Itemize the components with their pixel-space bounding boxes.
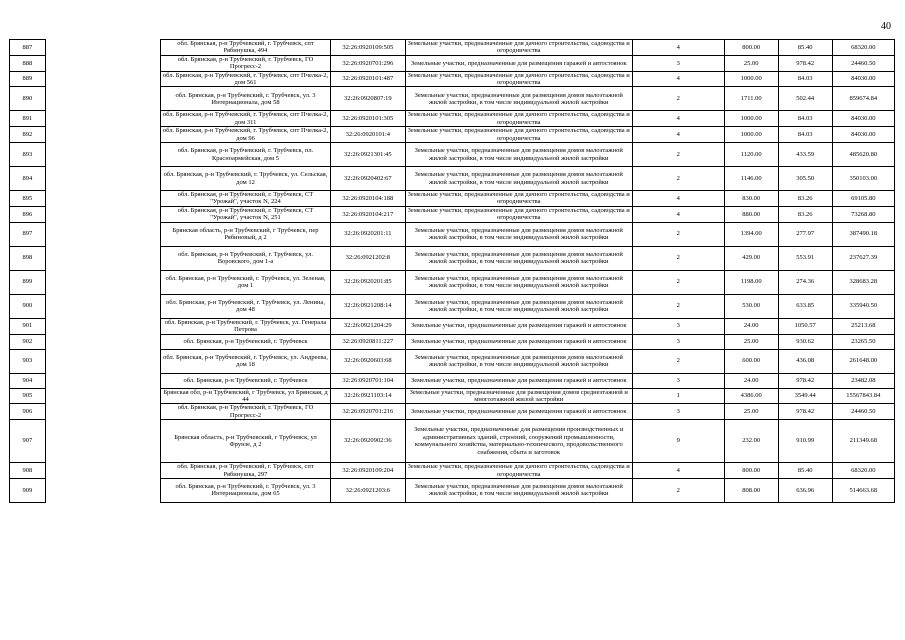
row-number: 900 xyxy=(10,294,46,318)
address-cell: обл. Брянская, р-н Трубчевский, г. Трубчевск, ул. 3 Интернационала, дом 65 xyxy=(160,478,330,502)
row-number: 897 xyxy=(10,222,46,246)
specific-value-cell: 277.97 xyxy=(778,222,832,246)
specific-value-cell: 85.40 xyxy=(778,40,832,56)
blank-column xyxy=(45,191,160,207)
table-row xyxy=(10,478,895,502)
specific-value-cell: 1050.57 xyxy=(778,318,832,334)
cadastral-number-cell: 32:26:0920701:296 xyxy=(331,55,405,71)
address-cell: обл. Брянская, р-н Трубчевский, г. Трубчевск, спт Пчелка-2, дом 96 xyxy=(160,127,330,143)
specific-value-cell: 978.42 xyxy=(778,404,832,420)
area-cell: 1198.00 xyxy=(724,270,778,294)
row-number: 888 xyxy=(10,55,46,71)
cadastral-number-cell: 32:26:0920104:217 xyxy=(331,206,405,222)
address-cell: обл. Брянская, р-н Трубчевский, г. Трубчевск xyxy=(160,334,330,349)
cadastral-cost-cell: 485620.80 xyxy=(832,143,894,167)
blank-column xyxy=(45,246,160,270)
table-row xyxy=(10,246,895,270)
area-cell: 1394.00 xyxy=(724,222,778,246)
area-cell: 830.00 xyxy=(724,191,778,207)
land-use-cell: Земельные участки, предназначенные для размещения домов малоэтажной жилой застройки, в том числе индивидуальной жилой застройки xyxy=(405,294,632,318)
row-number: 906 xyxy=(10,404,46,420)
address-cell: обл. Брянская, р-н Трубчевский, г. Трубчевск, ул. Генерала Петрова xyxy=(160,318,330,334)
use-group-cell: 3 xyxy=(632,404,724,420)
blank-column xyxy=(45,420,160,463)
cadastral-number-cell: 32:26:0920104:188 xyxy=(331,191,405,207)
cadastral-cost-cell: 261648.00 xyxy=(832,349,894,373)
use-group-cell: 2 xyxy=(632,246,724,270)
table-row xyxy=(10,222,895,246)
address-cell: обл. Брянская, р-н Трубчевский, г. Трубчевск, ул. Сельская, дом 12 xyxy=(160,167,330,191)
cadastral-cost-cell: 68320.00 xyxy=(832,463,894,479)
area-cell: 880.00 xyxy=(724,206,778,222)
row-number: 889 xyxy=(10,71,46,87)
table-row xyxy=(10,334,895,349)
row-number: 896 xyxy=(10,206,46,222)
address-cell: обл. Брянская, р-н Трубчевский, г. Трубчевск, спт Пчелка-2, дом 561 xyxy=(160,71,330,87)
blank-column xyxy=(45,463,160,479)
specific-value-cell: 3549.44 xyxy=(778,388,832,404)
cadastral-number-cell: 32:26:0921202:8 xyxy=(331,246,405,270)
table-row xyxy=(10,373,895,388)
use-group-cell: 2 xyxy=(632,87,724,111)
land-use-cell: Земельные участки, предназначенные для размещения домов малоэтажной жилой застройки, в том числе индивидуальной жилой застройки xyxy=(405,143,632,167)
cadastral-number-cell: 32:26:0920902:36 xyxy=(331,420,405,463)
row-number: 891 xyxy=(10,111,46,127)
use-group-cell: 2 xyxy=(632,294,724,318)
use-group-cell: 2 xyxy=(632,478,724,502)
use-group-cell: 2 xyxy=(632,270,724,294)
area-cell: 1146.00 xyxy=(724,167,778,191)
table-row xyxy=(10,71,895,87)
cadastral-number-cell: 32:26:0920701:104 xyxy=(331,373,405,388)
area-cell: 800.00 xyxy=(724,40,778,56)
address-cell: обл. Брянская, р-н Трубчевский, г. Трубчевск, ул. Ленина, дом 48 xyxy=(160,294,330,318)
blank-column xyxy=(45,388,160,404)
table-row xyxy=(10,143,895,167)
land-plot-register-table xyxy=(9,39,895,503)
land-use-cell: Земельные участки, предназначенные для размещения гаражей и автостоянок xyxy=(405,318,632,334)
specific-value-cell: 83.26 xyxy=(778,191,832,207)
address-cell: обл. Брянская, р-н Трубчевский, г. Трубчевск, пл. Красноармейская, дом 5 xyxy=(160,143,330,167)
cadastral-number-cell: 32:26:0921203:6 xyxy=(331,478,405,502)
cadastral-number-cell: 32:26:0921103:14 xyxy=(331,388,405,404)
row-number: 907 xyxy=(10,420,46,463)
blank-column xyxy=(45,373,160,388)
address-cell: обл. Брянская, р-н Трубчевский, г. Трубчевск xyxy=(160,373,330,388)
land-use-cell: Земельные участки, предназначенные для дачного строительства, садоводства и огородничества xyxy=(405,111,632,127)
cadastral-cost-cell: 84030.00 xyxy=(832,111,894,127)
cadastral-cost-cell: 23265.50 xyxy=(832,334,894,349)
area-cell: 24.00 xyxy=(724,318,778,334)
area-cell: 1000.00 xyxy=(724,127,778,143)
specific-value-cell: 978.42 xyxy=(778,55,832,71)
specific-value-cell: 930.62 xyxy=(778,334,832,349)
cadastral-cost-cell: 24460.50 xyxy=(832,55,894,71)
cadastral-number-cell: 32:26:0920402:67 xyxy=(331,167,405,191)
blank-column xyxy=(45,127,160,143)
table-body xyxy=(10,40,895,503)
specific-value-cell: 84.03 xyxy=(778,111,832,127)
cadastral-number-cell: 32:26:0920603:68 xyxy=(331,349,405,373)
address-cell: обл. Брянская, р-н Трубчевский, г. Трубчевск, ГО Прогресс-2 xyxy=(160,55,330,71)
use-group-cell: 4 xyxy=(632,191,724,207)
area-cell: 1000.00 xyxy=(724,111,778,127)
specific-value-cell: 910.99 xyxy=(778,420,832,463)
use-group-cell: 3 xyxy=(632,373,724,388)
cadastral-cost-cell: 387490.18 xyxy=(832,222,894,246)
specific-value-cell: 83.26 xyxy=(778,206,832,222)
specific-value-cell: 305.50 xyxy=(778,167,832,191)
use-group-cell: 1 xyxy=(632,388,724,404)
table-row xyxy=(10,191,895,207)
blank-column xyxy=(45,478,160,502)
land-use-cell: Земельные участки, предназначенные для дачного строительства, садоводства и огородничества xyxy=(405,127,632,143)
specific-value-cell: 502.44 xyxy=(778,87,832,111)
table-row xyxy=(10,404,895,420)
row-number: 893 xyxy=(10,143,46,167)
use-group-cell: 3 xyxy=(632,55,724,71)
use-group-cell: 2 xyxy=(632,222,724,246)
row-number: 887 xyxy=(10,40,46,56)
specific-value-cell: 84.03 xyxy=(778,71,832,87)
cadastral-cost-cell: 237627.39 xyxy=(832,246,894,270)
blank-column xyxy=(45,55,160,71)
table-row xyxy=(10,463,895,479)
area-cell: 1120.00 xyxy=(724,143,778,167)
area-cell: 1000.00 xyxy=(724,71,778,87)
cadastral-cost-cell: 68320.00 xyxy=(832,40,894,56)
land-use-cell: Земельные участки, предназначенные для размещения гаражей и автостоянок xyxy=(405,334,632,349)
blank-column xyxy=(45,40,160,56)
land-use-cell: Земельные участки, предназначенные для размещения гаражей и автостоянок xyxy=(405,404,632,420)
address-cell: Брянская область, р-н Трубчевский, г Трубчевск, ул Фрунзе, д 2 xyxy=(160,420,330,463)
cadastral-cost-cell: 25213.68 xyxy=(832,318,894,334)
blank-column xyxy=(45,294,160,318)
table-row xyxy=(10,318,895,334)
blank-column xyxy=(45,143,160,167)
blank-column xyxy=(45,111,160,127)
blank-column xyxy=(45,167,160,191)
row-number: 901 xyxy=(10,318,46,334)
land-use-cell: Земельные участки, предназначенные для размещения производственных и административных зданий, строений, сооружений промышленности, коммунального хозяйства, материально-технического, продовольственного снабжения, сбыта и заготовок xyxy=(405,420,632,463)
row-number: 895 xyxy=(10,191,46,207)
cadastral-cost-cell: 84030.00 xyxy=(832,71,894,87)
blank-column xyxy=(45,318,160,334)
row-number: 909 xyxy=(10,478,46,502)
row-number: 908 xyxy=(10,463,46,479)
land-use-cell: Земельные участки, предназначенные для размещения домов малоэтажной жилой застройки, в том числе индивидуальной жилой застройки xyxy=(405,246,632,270)
land-use-cell: Земельные участки, предназначенные для дачного строительства, садоводства и огородничества xyxy=(405,191,632,207)
cadastral-number-cell: 32:26:0920701:216 xyxy=(331,404,405,420)
area-cell: 530.00 xyxy=(724,294,778,318)
use-group-cell: 3 xyxy=(632,318,724,334)
address-cell: обл. Брянская, р-н Трубчевский, г. Трубчевск, ул. 3 Интернационала, дом 58 xyxy=(160,87,330,111)
cadastral-cost-cell: 24460.50 xyxy=(832,404,894,420)
use-group-cell: 2 xyxy=(632,143,724,167)
land-use-cell: Земельные участки, предназначенные для размещения гаражей и автостоянок xyxy=(405,55,632,71)
use-group-cell: 2 xyxy=(632,349,724,373)
row-number: 899 xyxy=(10,270,46,294)
specific-value-cell: 633.85 xyxy=(778,294,832,318)
use-group-cell: 2 xyxy=(632,167,724,191)
row-number: 890 xyxy=(10,87,46,111)
land-use-cell: Земельные участки, предназначенные для дачного строительства, садоводства и огородничества xyxy=(405,40,632,56)
address-cell: обл. Брянская, р-н Трубчевский, г. Трубчевск, спт Рябинушка, 494 xyxy=(160,40,330,56)
cadastral-cost-cell: 211349.68 xyxy=(832,420,894,463)
cadastral-cost-cell: 84030.00 xyxy=(832,127,894,143)
cadastral-number-cell: 32:26:0921208:14 xyxy=(331,294,405,318)
address-cell: обл. Брянская, р-н Трубчевский, г. Трубчевск, спт Рябинушка, 297 xyxy=(160,463,330,479)
table-row xyxy=(10,40,895,56)
table-row xyxy=(10,55,895,71)
address-cell: обл. Брянская, р-н Трубчевский, г. Трубчевск, СТ "Урожай", участок N, 224 xyxy=(160,191,330,207)
cadastral-number-cell: 32:26:0920101:487 xyxy=(331,71,405,87)
cadastral-number-cell: 32:26:0920109:204 xyxy=(331,463,405,479)
cadastral-cost-cell: 335940.50 xyxy=(832,294,894,318)
row-number: 905 xyxy=(10,388,46,404)
table-row xyxy=(10,167,895,191)
blank-column xyxy=(45,270,160,294)
address-cell: Брянская область, р-н Трубчевский, г Трубчевск, пер Рябиновый, д 2 xyxy=(160,222,330,246)
page-number: 40 xyxy=(881,21,891,32)
blank-column xyxy=(45,349,160,373)
use-group-cell: 4 xyxy=(632,206,724,222)
blank-column xyxy=(45,71,160,87)
land-use-cell: Земельные участки, предназначенные для размещения домов малоэтажной жилой застройки, в том числе индивидуальной жилой застройки xyxy=(405,478,632,502)
area-cell: 4386.00 xyxy=(724,388,778,404)
land-use-cell: Земельные участки, предназначенные для размещения домов малоэтажной жилой застройки, в том числе индивидуальной жилой застройки xyxy=(405,270,632,294)
table-row xyxy=(10,111,895,127)
area-cell: 808.00 xyxy=(724,478,778,502)
table-row xyxy=(10,349,895,373)
blank-column xyxy=(45,87,160,111)
area-cell: 232.00 xyxy=(724,420,778,463)
specific-value-cell: 274.36 xyxy=(778,270,832,294)
land-use-cell: Земельные участки, предназначенные для размещения домов малоэтажной жилой застройки, в том числе индивидуальной жилой застройки xyxy=(405,222,632,246)
row-number: 904 xyxy=(10,373,46,388)
use-group-cell: 4 xyxy=(632,127,724,143)
area-cell: 600.00 xyxy=(724,349,778,373)
cadastral-number-cell: 32:26:0920101:305 xyxy=(331,111,405,127)
cadastral-cost-cell: 73268.80 xyxy=(832,206,894,222)
specific-value-cell: 85.40 xyxy=(778,463,832,479)
land-use-cell: Земельные участки, предназначенные для дачного строительства, садоводства и огородничества xyxy=(405,206,632,222)
cadastral-number-cell: 32:26:0920109:505 xyxy=(331,40,405,56)
specific-value-cell: 636.96 xyxy=(778,478,832,502)
area-cell: 25.00 xyxy=(724,334,778,349)
land-use-cell: Земельные участки, предназначенные для размещения гаражей и автостоянок xyxy=(405,373,632,388)
address-cell: обл. Брянская, р-н Трубчевский, г. Трубчевск, СТ "Урожай", участок N, 251 xyxy=(160,206,330,222)
cadastral-number-cell: 32:26:0920101:4 xyxy=(331,127,405,143)
specific-value-cell: 553.91 xyxy=(778,246,832,270)
use-group-cell: 9 xyxy=(632,420,724,463)
use-group-cell: 4 xyxy=(632,111,724,127)
table-row xyxy=(10,270,895,294)
row-number: 892 xyxy=(10,127,46,143)
land-use-cell: Земельные участки, предназначенные для дачного строительства, садоводства и огородничества xyxy=(405,463,632,479)
specific-value-cell: 433.59 xyxy=(778,143,832,167)
table-row xyxy=(10,127,895,143)
use-group-cell: 4 xyxy=(632,71,724,87)
blank-column xyxy=(45,404,160,420)
blank-column xyxy=(45,334,160,349)
specific-value-cell: 978.42 xyxy=(778,373,832,388)
table-row xyxy=(10,388,895,404)
area-cell: 24.00 xyxy=(724,373,778,388)
table-row xyxy=(10,294,895,318)
cadastral-cost-cell: 514663.68 xyxy=(832,478,894,502)
cadastral-cost-cell: 15567843.84 xyxy=(832,388,894,404)
cadastral-number-cell: 32:26:0920201:85 xyxy=(331,270,405,294)
address-cell: Брянская обл, р-н Трубчевский, г Трубчевск, ул Брянская, д 44 xyxy=(160,388,330,404)
cadastral-number-cell: 32:26:0920811:227 xyxy=(331,334,405,349)
blank-column xyxy=(45,222,160,246)
cadastral-cost-cell: 859674.84 xyxy=(832,87,894,111)
area-cell: 25.00 xyxy=(724,404,778,420)
cadastral-number-cell: 32:26:0920201:11 xyxy=(331,222,405,246)
cadastral-cost-cell: 23482.08 xyxy=(832,373,894,388)
table-row xyxy=(10,87,895,111)
use-group-cell: 4 xyxy=(632,40,724,56)
specific-value-cell: 84.03 xyxy=(778,127,832,143)
cadastral-number-cell: 32:26:0921301:45 xyxy=(331,143,405,167)
cadastral-cost-cell: 350103.00 xyxy=(832,167,894,191)
address-cell: обл. Брянская, р-н Трубчевский, г. Трубчевск, ул. Андреева, дом 18 xyxy=(160,349,330,373)
cadastral-cost-cell: 328683.28 xyxy=(832,270,894,294)
land-use-cell: Земельные участки, предназначенные для размещения домов малоэтажной жилой застройки, в том числе индивидуальной жилой застройки xyxy=(405,167,632,191)
use-group-cell: 4 xyxy=(632,463,724,479)
blank-column xyxy=(45,206,160,222)
area-cell: 1711.00 xyxy=(724,87,778,111)
area-cell: 800.00 xyxy=(724,463,778,479)
cadastral-number-cell: 32:26:0921204:29 xyxy=(331,318,405,334)
land-use-cell: Земельные участки, предназначенные для дачного строительства, садоводства и огородничества xyxy=(405,71,632,87)
cadastral-number-cell: 32:26:0920807:19 xyxy=(331,87,405,111)
area-cell: 429.00 xyxy=(724,246,778,270)
address-cell: обл. Брянская, р-н Трубчевский, г. Трубчевск, ул. Воровского, дом 1-а xyxy=(160,246,330,270)
address-cell: обл. Брянская, р-н Трубчевский, г. Трубчевск, спт Пчелка-2, дом 311 xyxy=(160,111,330,127)
row-number: 903 xyxy=(10,349,46,373)
table-row xyxy=(10,420,895,463)
table-row xyxy=(10,206,895,222)
address-cell: обл. Брянская, р-н Трубчевский, г. Трубчевск, ул. Зеленая, дом 1 xyxy=(160,270,330,294)
use-group-cell: 3 xyxy=(632,334,724,349)
specific-value-cell: 436.08 xyxy=(778,349,832,373)
cadastral-cost-cell: 69105.80 xyxy=(832,191,894,207)
land-use-cell: Земельные участки, предназначенные для размещения домов среднеэтажной и многоэтажной жилой застройки xyxy=(405,388,632,404)
row-number: 902 xyxy=(10,334,46,349)
area-cell: 25.00 xyxy=(724,55,778,71)
land-use-cell: Земельные участки, предназначенные для размещения домов малоэтажной жилой застройки, в том числе индивидуальной жилой застройки xyxy=(405,87,632,111)
row-number: 894 xyxy=(10,167,46,191)
land-use-cell: Земельные участки, предназначенные для размещения домов малоэтажной жилой застройки, в том числе индивидуальной жилой застройки xyxy=(405,349,632,373)
address-cell: обл. Брянская, р-н Трубчевский, г. Трубчевск, ГО Прогресс-2 xyxy=(160,404,330,420)
row-number: 898 xyxy=(10,246,46,270)
